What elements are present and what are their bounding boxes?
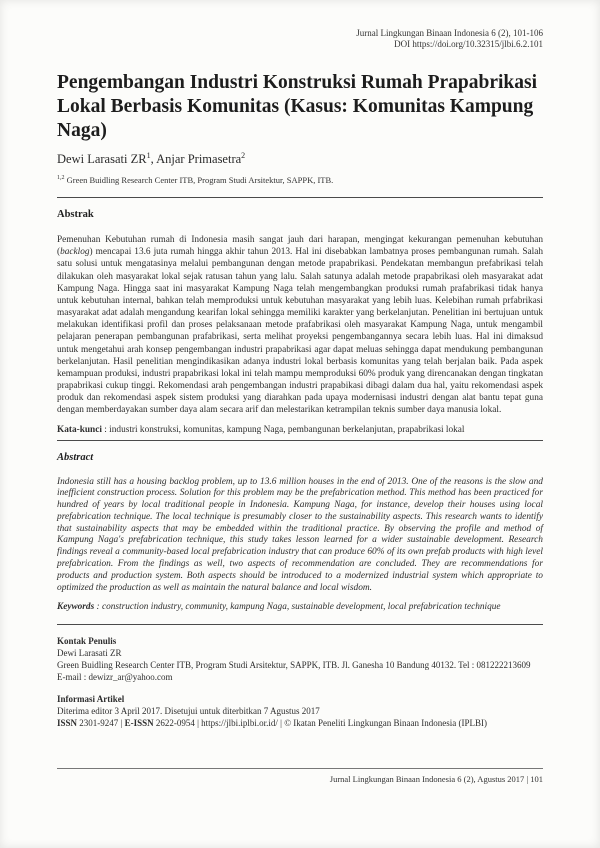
author-1-superscript: 1 [146,151,151,160]
abstrak-heading: Abstrak [57,209,94,221]
keywords-text: : construction industry, community, kampung Naga, sustainable development, local prefabrication technique [94,602,501,613]
contact-name: Dewi Larasati ZR [57,648,122,659]
article-info-received: Diterima editor 3 April 2017. Disetujui untuk diterbitkan 7 Agustus 2017 [57,706,320,717]
contact-block [57,635,543,683]
divider-after-kata-kunci [57,440,543,441]
abstrak-text-before: Pemenuhan Kebutuhan rumah di Indonesia masih sangat jauh dari harapan, mengingat kekurangan pemenuhan kebutuhan ( [57,235,543,258]
page-header [57,28,543,50]
divider-top [57,197,543,198]
page-footer [57,768,543,784]
abstrak-text-after: ) mencapai 13.6 juta rumah hingga akhir tahun 2013. Hal ini disebabkan lambatnya proses pembangunan rumah. Salah satu solusi untuk mengatasinya melalui pembangunan dengan metode prapabrikasi. Pendekatan membangun prefabrikasi telah dilakukan oleh masyarakat lokal sejak ratusan tahun yang lalu. Salah satunya adalah metode prapabrikasi oleh masyarakat adat Kampung Naga. Hingga saat ini masyarakat Kampung Naga telah mengembangkan produksi rumah prafabrikasi tidak hanya untuk kebutuhan internal, bahkan telah memproduksi untuk kebutuhan masyarakat yang lebih luas. Kelebihan rumah prfabrikasi masyarakat adat adalah mengandung kearifan lokal sehingga memiliki karakter yang berkelanjutan. Penelitian ini bertujuan untuk melakukan identifikasi profil dan proses pelaksanaan metode prafabrikasi oleh masyarakat Kampung Naga, untuk mengambil pelajaran penerapan pembangunan prafabrikasi, serta melihat proyeksi pengembangannya secara lebih luas. Hal ini dimaksud untuk mengetahui arah konsep pengembangan industri prapabrikasi agar dapat meluas sehingga dapat mendukung pembangunan berkelanjutan. Hasil penelitian mengindikasikan adanya industri lokal berbasis komunitas yang telah berjalan baik. Pada aspek kemampuan produksi, industri prapabrikasi lokal ini telah mampu memproduksi 60% produk yang direncanakan dengan tingkatan prapabrikasi cukup tinggi. Rekomendasi arah pengembangan industri prapabikasi dibagi dalam dua hal, yaitu rekomendasi aspek produk dan rekomendasi aspek sistem produksi yang diarahkan pada upaya modernisasi industri dengan alat bantu tepat guna dengan memberdayakan sumber daya alam secara arif dan melestarikan ketrampilan teknis sumber daya manusia lokal. [57,247,543,416]
authors-line [57,151,543,167]
abstrak-italic-term: backlog [60,247,90,258]
journal-reference: Jurnal Lingkungan Binaan Indonesia 6 (2), 101-106 [356,28,543,38]
divider-footer [57,768,543,769]
doi-line: DOI https://doi.org/10.32315/jlbi.6.2.101 [394,39,543,49]
keywords-line [57,602,543,612]
issn-label: ISSN [57,718,78,729]
author-1: Dewi Larasati ZR [57,152,147,167]
contact-heading: Kontak Penulis [57,636,117,647]
article-info-block [57,693,543,729]
footer-journal-line: Jurnal Lingkungan Binaan Indonesia 6 (2), Agustus 2017 | 101 [329,774,543,784]
author-separator: , [150,152,157,167]
affiliation-superscript: 1,2 [57,175,65,182]
affiliation-line [57,175,543,185]
kata-kunci-line [57,425,543,435]
kata-kunci-text: : industri konstruksi, komunitas, kampung Naga, pembangunan berkelanjutan, prapabrikasi lokal [101,424,465,435]
divider-after-keywords [57,624,543,625]
eissn-value: 2622-0954 | https://jlbi.iplbi.or.id/ | © Ikatan Peneliti Lingkungan Binaan Indonesia (IPLBI) [153,718,487,729]
kata-kunci-label: Kata-kunci [57,424,102,435]
contact-address: Green Buidling Research Center ITB, Program Studi Arsitektur, SAPPK, ITB. Jl. Ganesha 10 Bandung 40132. Tel : 081222213609 [57,660,531,671]
keywords-label: Keywords [57,602,95,613]
contact-email: E-mail : dewizr_ar@yahoo.com [57,672,173,683]
eissn-label: E-ISSN [124,718,154,729]
article-info-heading: Informasi Artikel [57,694,125,705]
issn-value: 2301-9247 | [77,718,125,729]
author-2-superscript: 2 [241,151,246,160]
abstract-en-heading: Abstract [57,451,94,463]
paper-title: Pengembangan Industri Konstruksi Rumah Prapabrikasi Lokal Berbasis Komunitas (Kasus: Komunitas Kampung Naga) [57,72,538,141]
issn-line [57,717,543,729]
affiliation-text: Green Buidling Research Center ITB, Program Studi Arsitektur, SAPPK, ITB. [64,175,334,186]
author-2: Anjar Primasetra [156,152,242,167]
abstract-en-body: Indonesia still has a housing backlog problem, up to 13.6 million houses in the end of 2013. One of the reasons is the slow and inefficient construction process. Solution for this problem may be the prefabrication method. This method has been practiced for hundred of years by local traditional people in Indonesia. Kampung Naga, for instance, develop their houses using local prefabrication technique. The local technique is presumably closer to the sustainability aspects. This research wants to identify that sustainability aspects that may be embedded within the traditional practice. By observing the profile and method of Kampung Naga's prefabrication technique, this study takes lesson learned for a wider sustainable development. Research findings reveal a community-based local prefabrication industry that can produce 60% of its own prefab products with high level prefabrication. From the findings as well, two aspects of recommendation are concluded. They are recommendations for products and production system. Both aspects should be introduced to a modernized industrial system which appropriate to optimized the production as well as maintain the natural balance and local wisdom. [57,476,543,593]
abstrak-body [57,234,543,416]
